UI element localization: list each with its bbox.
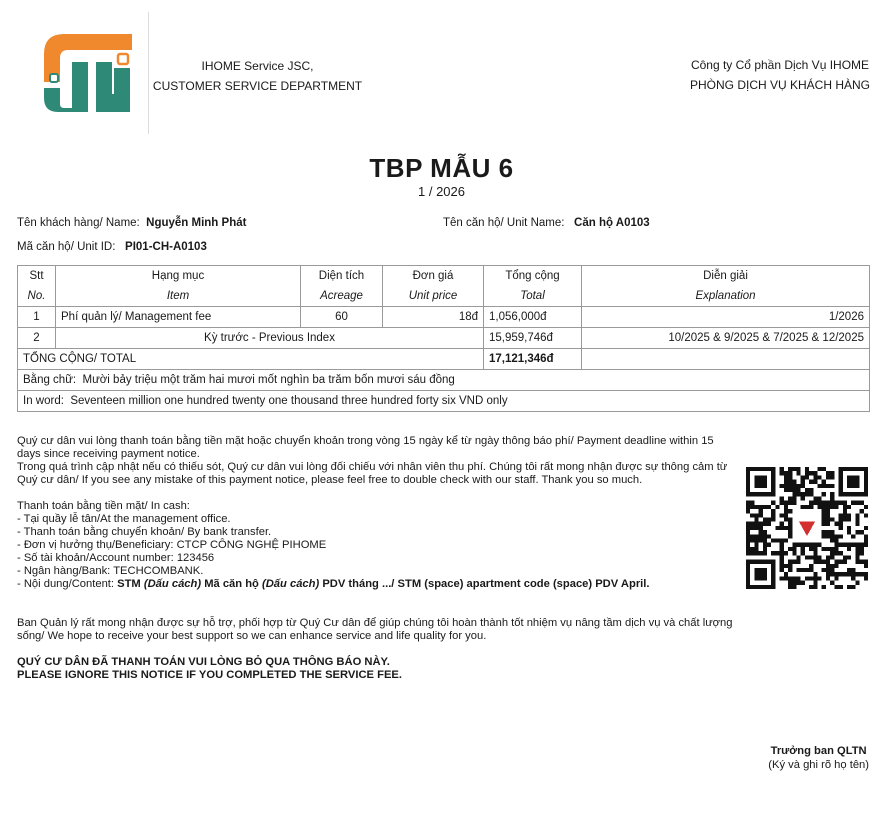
words-vi-value: Mười bảy triệu một trăm hai mươi mốt nghìn ba trăm bốn mươi sáu đồng — [82, 374, 455, 386]
amount-in-words-en-row — [18, 391, 870, 412]
header-unit-price-en: Unit price — [383, 286, 484, 307]
row2-item: Kỳ trước - Previous Index — [56, 328, 484, 349]
table-header-row-en — [18, 286, 870, 307]
support-note: Ban Quản lý rất mong nhận được sự hỗ trợ, phối hợp từ Quý Cư dân để giúp chúng tôi hoàn thành tốt nhiệm vụ nâng tầm dịch vụ và chất lượng sống/ We hope to receive your best support so we can enhance service and life quality for you. — [17, 617, 733, 642]
company-name-en: IHOME Service JSC, — [201, 59, 314, 73]
row2-no: 2 — [18, 328, 56, 349]
row1-item: Phí quản lý/ Management fee — [56, 307, 301, 328]
table-header-row-vi — [18, 266, 870, 287]
row2-explanation: 10/2025 & 9/2025 & 7/2025 & 12/2025 — [582, 328, 870, 349]
header-acreage-en: Acreage — [301, 286, 383, 307]
table-row — [18, 307, 870, 328]
fee-table — [17, 265, 870, 412]
header-no-en: No. — [18, 286, 56, 307]
document-title: TBP MẪU 6 — [369, 153, 514, 183]
customer-name-label: Tên khách hàng/ Name: — [17, 217, 140, 229]
ignore-note-vi: QUÝ CƯ DÂN ĐÃ THANH TOÁN VUI LÒNG BỎ QUA THÔNG BÁO NÀY. — [17, 656, 390, 668]
payment-line: - Số tài khoản/Account number: 123456 — [17, 552, 215, 564]
header-item-en: Item — [56, 286, 301, 307]
company-header-en — [150, 56, 365, 96]
total-value: 17,121,346đ — [484, 349, 582, 370]
unit-name-row — [443, 217, 650, 229]
header-no: Stt — [18, 266, 56, 287]
words-vi-label: Bằng chữ: — [23, 374, 77, 386]
table-total-row — [18, 349, 870, 370]
header-explanation: Diễn giải — [582, 266, 870, 287]
total-label: TỔNG CỘNG/ TOTAL — [18, 349, 484, 370]
company-header-vi — [660, 55, 883, 95]
row1-unit-price: 18đ — [383, 307, 484, 328]
row1-explanation: 1/2026 — [582, 307, 870, 328]
header-total-en: Total — [484, 286, 582, 307]
row2-total: 15,959,746đ — [484, 328, 582, 349]
customer-name-value: Nguyễn Minh Phát — [146, 217, 247, 229]
row1-total: 1,056,000đ — [484, 307, 582, 328]
payment-title: Thanh toán bằng tiền mặt/ In cash: — [17, 500, 190, 512]
signature-block — [768, 744, 869, 772]
ignore-note-en: PLEASE IGNORE THIS NOTICE IF YOU COMPLETED THE SERVICE FEE. — [17, 669, 402, 681]
customer-name-row — [17, 217, 246, 229]
payment-qr-code — [746, 467, 868, 589]
payment-line: - Tại quầy lễ tân/At the management office. — [17, 513, 231, 525]
unit-id-label: Mã căn hộ/ Unit ID: — [17, 241, 116, 253]
header-explanation-en: Explanation — [582, 286, 870, 307]
header-item: Hạng mục — [56, 266, 301, 287]
unit-id-row — [17, 241, 207, 253]
row1-no: 1 — [18, 307, 56, 328]
department-vi: PHÒNG DỊCH VỤ KHÁCH HÀNG — [689, 78, 871, 92]
correction-note: Trong quá trình cập nhật nếu có thiếu sót, Quý cư dân vui lòng đối chiếu với nhân viên thu phí. Chúng tôi rất mong nhận được sự thông cảm từ Quý cư dân/ If you see any mistake of this payment notice, please feel free to double check with our staff. Thank you so much. — [17, 461, 728, 486]
header-acreage: Diện tích — [301, 266, 383, 287]
unit-name-label: Tên căn hộ/ Unit Name: — [443, 217, 565, 229]
deadline-note: Quý cư dân vui lòng thanh toán bằng tiền mặt hoặc chuyển khoản trong vòng 15 ngày kể từ ngày thông báo phí/ Payment deadline within 15 days since receiving payment notice. — [17, 435, 714, 460]
signature-note: (Ký và ghi rõ họ tên) — [768, 759, 869, 771]
unit-name-value: Căn hộ A0103 — [574, 217, 650, 229]
header-unit-price: Đơn giá — [383, 266, 484, 287]
signature-title: Trưởng ban QLTN — [770, 745, 867, 757]
table-row — [18, 328, 870, 349]
payment-line: - Thanh toán bằng chuyển khoản/ By bank transfer. — [17, 526, 272, 538]
company-logo — [42, 32, 134, 114]
company-name-vi: Công ty Cổ phần Dịch Vụ IHOME — [690, 58, 870, 72]
header-total: Tổng cộng — [484, 266, 582, 287]
transfer-content-line: - Nội dung/Content: STM (Dấu cách) Mã căn hộ (Dấu cách) PDV tháng .../ STM (space) apartment code (space) PDV April. — [17, 578, 650, 590]
document-period: 1 / 2026 — [418, 184, 465, 199]
department-en: CUSTOMER SERVICE DEPARTMENT — [152, 79, 363, 93]
row1-acreage: 60 — [301, 307, 383, 328]
payment-line: - Ngân hàng/Bank: TECHCOMBANK. — [17, 565, 204, 577]
payment-notes — [17, 435, 737, 682]
payment-line: - Đơn vị hưởng thụ/Beneficiary: CTCP CÔNG NGHỆ PIHOME — [17, 539, 327, 551]
words-en-label: In word: — [23, 395, 64, 407]
words-en-value: Seventeen million one hundred twenty one thousand three hundred forty six VND only — [70, 395, 508, 407]
unit-id-value: PI01-CH-A0103 — [125, 241, 207, 253]
amount-in-words-vi-row — [18, 370, 870, 391]
